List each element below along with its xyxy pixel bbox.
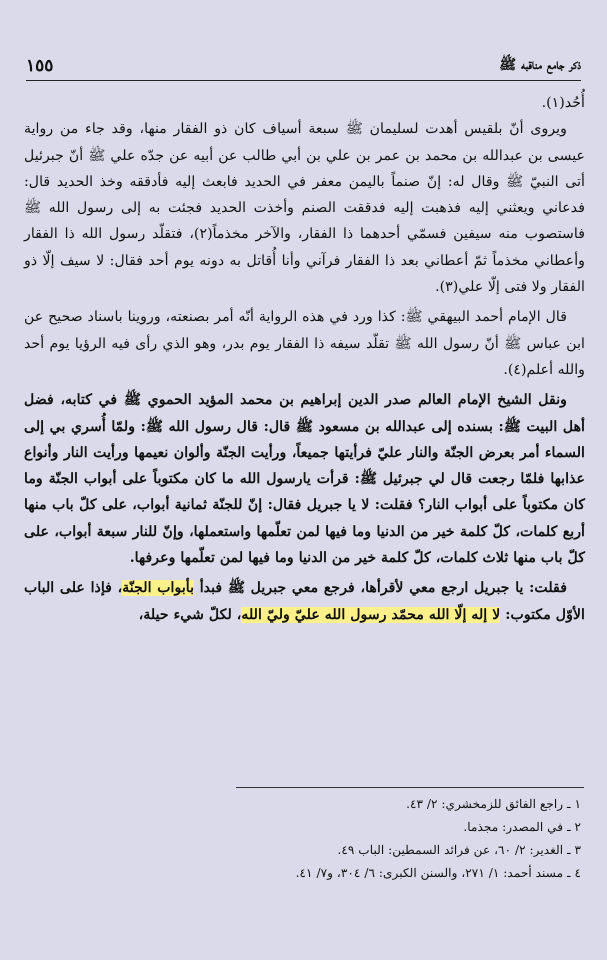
page-number: ١٥٥	[26, 56, 54, 76]
highlighted-text: لا إله إلّا الله محمّد رسول الله عليّ وليّ الله	[241, 606, 501, 623]
page-header	[26, 48, 581, 76]
main-text	[24, 90, 585, 628]
paragraph: ويروى أنّ بلقيس أهدت لسليمان ﷺ سبعة أسياف كان ذو الفقار منها، وقد جاء من رواية عيسى بن عبدالله بن محمد بن عمر بن علي بن أبي طالب عن أبيه عن جدّه علي ﷺ أنّ جبرئيل أتى النبيّ ﷺ وقال له: إنّ صنماً باليمن معفر في الحديد فابعث إليه فأدققه وخذ الحديد قال: فدعاني ويعثني إليه فذهبت إليه فدققت الصنم وأخذت الحديد فجئت به إلى رسول الله ﷺ فاستصوب منه سيفين فسمّي أحدهما ذا الفقار، والآخر مخذماً(٢)، فتقلّد رسول الله ذا الفقار وأعطاني مخذماً ثمّ أعطاني بعد ذا الفقار فرآني وأنا أُقاتل به دونه يوم أحد فقال: لا سيف إلّا ذو الفقار ولا فتى إلّا علي(٣).	[24, 121, 585, 296]
paragraph: قال الإمام أحمد البيهقي ﷺ: كذا ورد في هذه الرواية أنّه أمر بصنعته، وروينا باسناد صحيح عن ابن عباس ﷺ أنّ رسول الله ﷺ تقلّد سيفه ذا الفقار يوم بدر، وهو الذي رأى فيه الرؤيا يوم أحد والله أعلم(٤).	[24, 309, 585, 378]
highlighted-paragraph	[24, 575, 585, 628]
highlighted-text: بأبواب الجنّة	[122, 580, 195, 597]
paragraph: ونقل الشيخ الإمام العالم صدر الدين إبراهيم بن محمد المؤيد الحموي ﷺ في كتابه، فضل أهل البيت ﷺ: بسنده إلى عبدالله بن مسعود ﷺ قال: قال رسول الله ﷺ: ولمّا أُسري بي إلى السماء أمر بعرض الجنّة والنار عليّ فرأيتها جميعاً، ورأيت الجنّة وألوان نعيمها ورأيت النار وأنواع عذابها فلمّا رجعت قال لي جبرئيل ﷺ: قرأت يارسول الله ما كان مكتوباً على أبواب الجنّة وما كان مكتوباً على أبواب النار؟ فقلت: لا يا جبريل فقال: إنّ للجنّة ثمانية أبواب، على كلّ باب منها أربع كلمات، كلّ كلمة خير من الدنيا وما فيها لمن تعلّمها واستعملها، وإنّ للنار سبعة أبواب، على كلّ باب منها ثلاث كلمات، كلّ كلمة خير من الدنيا وما فيها لمن تعلّمها وعرفها.	[24, 392, 585, 567]
paragraph: أُحُد(١).	[541, 95, 585, 111]
footnote-rule	[236, 787, 584, 788]
header-rule	[26, 80, 581, 81]
footnote: ١ ـ راجع الفائق للزمخشري: ٢/ ٤٣.	[406, 797, 581, 811]
text-run: فقلت: يا جبريل ارجع معي لأقرأها، فرجع معي جبريل ﷺ فبدأ	[194, 580, 567, 597]
footnotes	[200, 793, 581, 885]
running-title: ذكر جامع مناقبه ﷺ	[499, 57, 581, 73]
text-run: ، لكلّ شيء حيلة،	[138, 606, 242, 623]
footnote: ٤ ـ مسند أحمد: ١/ ٢٧١، والسنن الكبرى: ٦/ ٣٠٤، و٧/ ٤١.	[295, 866, 581, 880]
footnote: ٢ ـ في المصدر: مجذما.	[463, 820, 581, 834]
footnote: ٣ ـ الغدير: ٢/ ٦٠، عن فرائد السمطين: الباب ٤٩.	[337, 843, 581, 857]
text-run: ، فإذا على الباب الأوّل مكتوب:	[24, 580, 585, 623]
